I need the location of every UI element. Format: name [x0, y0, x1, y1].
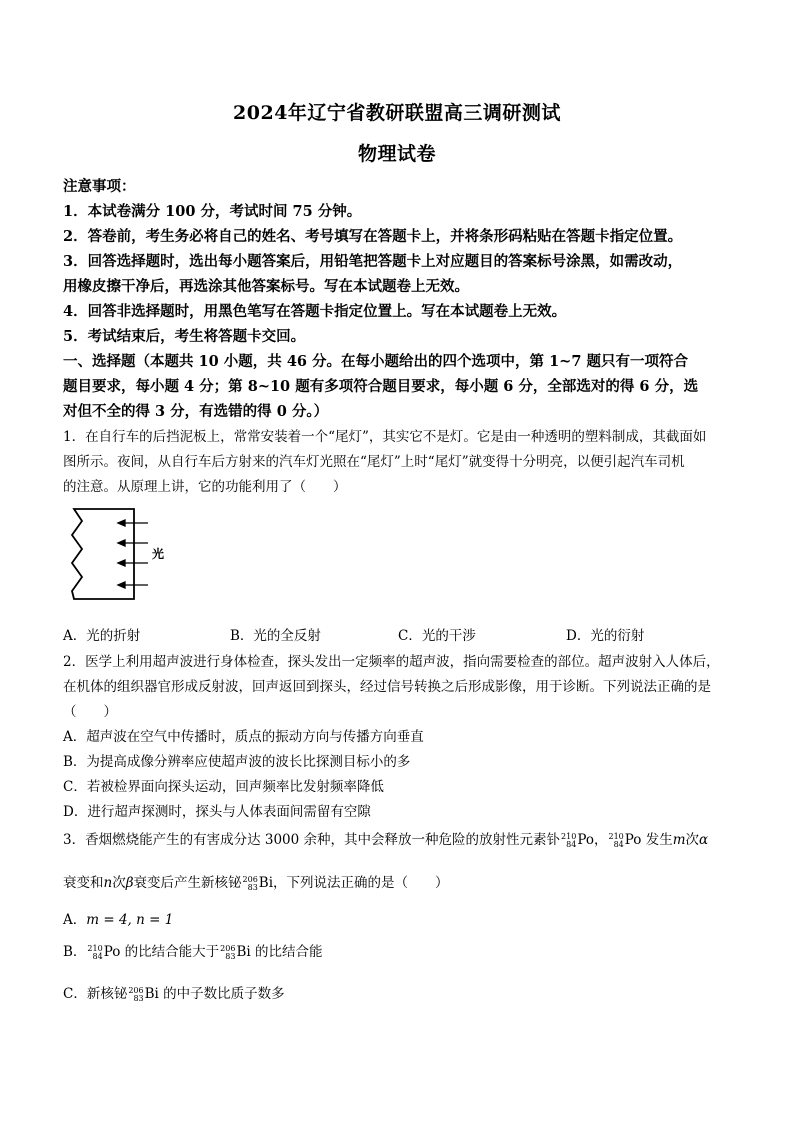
notice-item: 2．答卷前，考生务必将自己的姓名、考号填写在答题卡上，并将条形码粘贴在答题卡指定位置。	[63, 228, 683, 245]
variable-m: m	[672, 832, 686, 848]
section-heading: 对但不全的得 3 分，有选错的得 0 分。）	[63, 403, 329, 420]
q3-text: 衰变后产生新核铋	[133, 875, 242, 891]
q3-text: 衰变和	[63, 875, 104, 891]
notice-item: 3．回答选择题时，选出每小题答案后，用铅笔把答题卡上对应题目的答案标号涂黑，如需改动，	[63, 253, 683, 270]
notice-heading: 注意事项：	[63, 178, 136, 195]
question-1-stem: 图所示。夜间，从自行车后方射来的汽车灯光照在“尾灯”上时“尾灯”就变得十分明亮，以便引起汽车司机	[63, 454, 685, 470]
option-text: Po 的比结合能大于	[103, 944, 220, 960]
question-1-option-a: A．光的折射	[63, 628, 141, 644]
q3-text: 次	[685, 832, 700, 848]
exam-title: 2024年辽宁省教研联盟高三调研测试	[233, 102, 561, 124]
question-1-stem: 1．在自行车的后挡泥板上，常常安装着一个“尾灯”，其实它不是灯。它是由一种透明的塑料制成，其截面如	[63, 429, 707, 445]
notice-item: 1．本试卷满分 100 分，考试时间 75 分钟。	[63, 203, 362, 220]
question-2-option-b: B．为提高成像分辨率应使超声波的波长比探测目标小的多	[63, 754, 411, 770]
question-2-option-d: D．进行超声探测时，探头与人体表面间需留有空隙	[63, 804, 371, 820]
notice-item: 4．回答非选择题时，用黑色笔写在答题卡指定位置上。写在本试题卷上无效。	[63, 303, 567, 320]
alpha-symbol: α	[699, 832, 709, 848]
section-heading: 一、选择题（本题共 10 小题，共 46 分。在每小题给出的四个选项中，第 1~7 题只有一项符合	[63, 353, 688, 370]
question-1-option-d: D．光的衍射	[566, 628, 645, 644]
question-1-option-b: B．光的全反射	[230, 628, 321, 644]
notice-item: 用橡皮擦干净后，再选涂其他答案标号。写在本试题卷上无效。	[63, 278, 469, 295]
question-2-option-a: A．超声波在空气中传播时，质点的振动方向与传播方向垂直	[63, 729, 424, 745]
question-3-option-b	[63, 940, 322, 961]
question-2-stem: 在机体的组织器官形成反射波，回声返回到探头，经过信号转换之后形成影像，用于诊断。下列说法正确的是	[63, 679, 711, 695]
question-2-option-c: C．若被检界面向探头运动，回声频率比发射频率降低	[63, 779, 384, 795]
notice-item: 5．考试结束后，考生将答题卡交回。	[63, 328, 306, 345]
question-2-stem: （ ）	[63, 704, 117, 720]
q3-text: 3．香烟燃烧能产生的有害成分达 3000 余种，其中会释放一种危险的放射性元素钋	[63, 832, 561, 848]
po-isotope-notation: 210 84	[87, 943, 103, 961]
question-3-option-c	[63, 982, 285, 1003]
q3-text: Po，	[577, 832, 608, 848]
question-1-option-c: C．光的干涉	[398, 628, 476, 644]
option-label: A．	[63, 912, 87, 928]
question-2-stem: 2．医学上利用超声波进行身体检查，探头发出一定频率的超声波，指向需要检查的部位。超声波射入人体后，	[63, 654, 720, 670]
bi-isotope-notation: 206 83	[220, 943, 236, 961]
light-arrows	[118, 520, 148, 588]
question-3-option-a	[63, 908, 173, 928]
option-text: Bi 的比结合能	[236, 944, 323, 960]
tail-light-figure	[62, 503, 172, 607]
option-text: Bi 的中子数比质子数多	[144, 986, 285, 1002]
q3-text: Po 发生	[624, 832, 673, 848]
q3-text: Bi，下列说法正确的是（ ）	[258, 875, 449, 891]
po-isotope-notation: 210 84	[608, 831, 624, 849]
question-3-stem	[63, 828, 708, 849]
variable-n: n	[103, 875, 113, 891]
option-text: C．新核铋	[63, 986, 128, 1002]
question-3-stem	[63, 871, 449, 892]
po-isotope-notation: 210 84	[561, 831, 577, 849]
bi-isotope-notation: 206 83	[128, 985, 144, 1003]
option-label: B．	[63, 944, 87, 960]
beta-symbol: β	[125, 875, 134, 891]
light-label: 光	[152, 547, 165, 561]
question-1-stem: 的注意。从原理上讲，它的功能利用了（ ）	[63, 479, 347, 495]
exam-subject: 物理试卷	[357, 143, 436, 165]
option-equation: m = 4, n = 1	[86, 912, 174, 928]
bi-isotope-notation: 206 83	[242, 874, 258, 892]
q3-text: 次	[112, 875, 126, 891]
section-heading: 题目要求，每小题 4 分；第 8~10 题有多项符合题目要求，每小题 6 分，全部选对的得 6 分，选	[63, 378, 699, 395]
